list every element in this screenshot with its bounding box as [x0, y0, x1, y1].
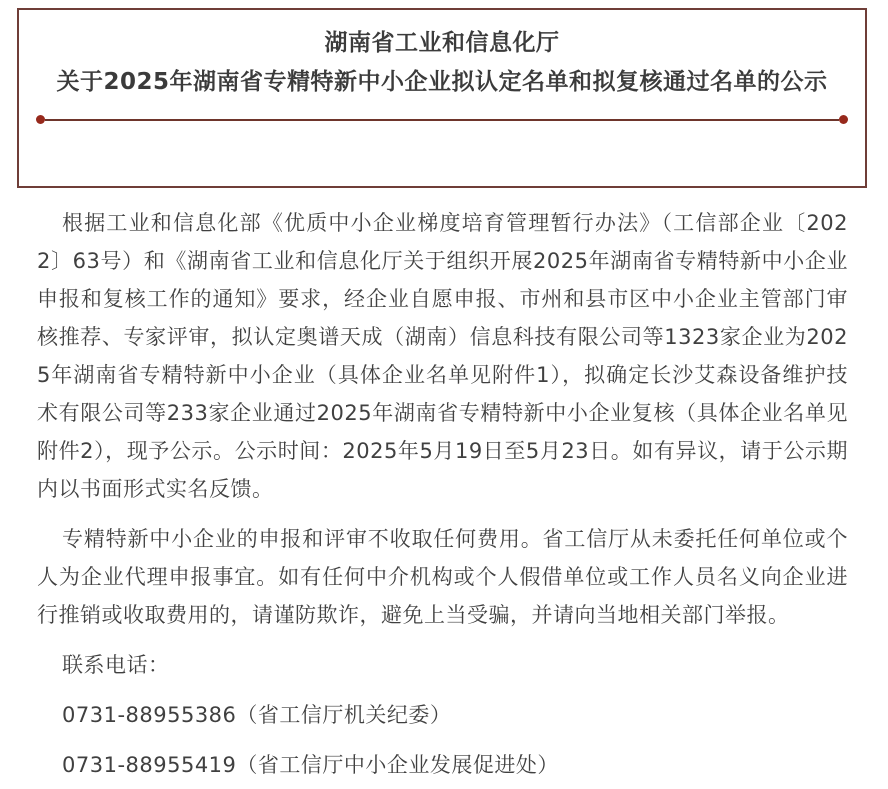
- title-box: [17, 8, 867, 188]
- title-divider: [36, 115, 848, 124]
- contact-phone-1: 0731-88955386（省工信厅机关纪委）: [62, 703, 452, 727]
- paragraph-fee-warning: 专精特新中小企业的申报和评审不收取任何费用。省工信厅从未委托任何单位或个人为企业代理申报事宜。如有任何中介机构或个人假借单位或工作人员名义向企业进行推销或收取费用的，请谨防欺诈，避免上当受骗，并请向当地相关部门举报。: [37, 527, 848, 627]
- divider-dot-right: [839, 115, 848, 124]
- paragraph-basis: 根据工业和信息化部《优质中小企业梯度培育管理暂行办法》（工信部企业〔2022〕63号）和《湖南省工业和信息化厅关于组织开展2025年湖南省专精特新中小企业申报和复核工作的通知》要求，经企业自愿申报、市州和县市区中小企业主管部门审核推荐、专家评审，拟认定奥谱天成（湖南）信息科技有限公司等1323家企业为2025年湖南省专精特新中小企业（具体企业名单见附件1），拟确定长沙艾森设备维护技术有限公司等233家企业通过2025年湖南省专精特新中小企业复核（具体企业名单见附件2），现予公示。公示时间：2025年5月19日至5月23日。如有异议，请于公示期内以书面形式实名反馈。: [37, 211, 848, 501]
- org-title: 湖南省工业和信息化厅: [324, 30, 560, 56]
- announcement-title: 关于2025年湖南省专精特新中小企业拟认定名单和拟复核通过名单的公示: [56, 69, 828, 95]
- contact-phone-2: 0731-88955419（省工信厅中小企业发展促进处）: [62, 753, 559, 777]
- contact-label: 联系电话：: [62, 653, 170, 677]
- divider-line: [45, 119, 839, 121]
- divider-dot-left: [36, 115, 45, 124]
- announcement-body: [37, 204, 848, 784]
